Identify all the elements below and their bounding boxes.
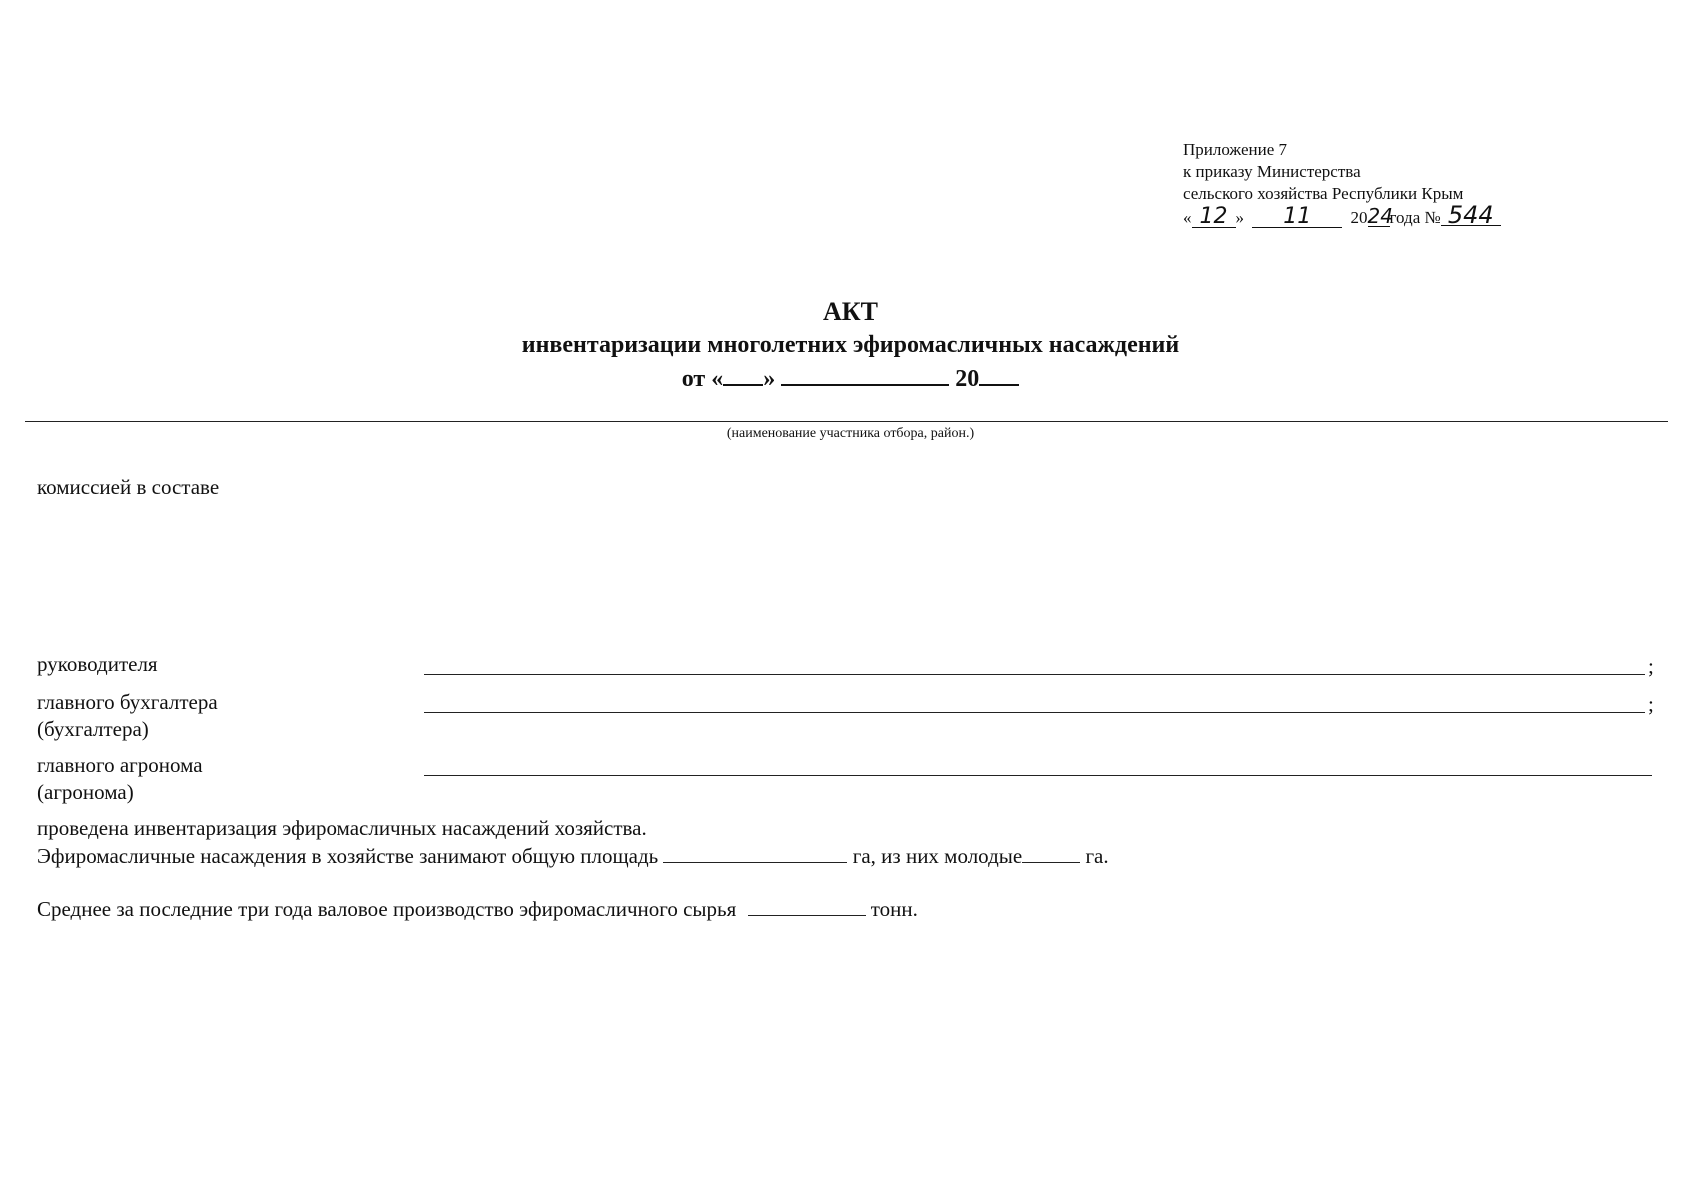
area-text: Эфиромасличные насаждения в хозяйстве занимают общую площадь	[37, 844, 659, 868]
body-line-3	[37, 896, 918, 922]
handwritten-day: 12	[1192, 207, 1236, 228]
appendix-line-2: к приказу Министерства	[1183, 162, 1361, 181]
role-accountant-sub-label: (бухгалтера)	[37, 717, 149, 741]
agronomist-name-line[interactable]	[424, 775, 1652, 776]
handwritten-order-number: 544	[1441, 205, 1501, 226]
head-semicolon: ;	[1648, 654, 1654, 678]
commission-label: комиссией в составе	[37, 475, 220, 499]
appendix-line-1: Приложение 7	[1183, 140, 1287, 159]
date-month-blank[interactable]	[781, 364, 949, 386]
handwritten-year: 24	[1367, 204, 1393, 228]
ha-unit: га.	[1085, 844, 1109, 868]
handwritten-month: 11	[1252, 207, 1342, 228]
date-day-blank[interactable]	[723, 364, 763, 386]
body-line-2	[37, 843, 1109, 869]
accountant-name-line[interactable]	[424, 712, 1645, 713]
production-blank[interactable]	[748, 897, 866, 916]
quote-open: «	[1183, 208, 1192, 227]
appendix-date-line	[1183, 201, 1501, 229]
accountant-semicolon: ;	[1648, 692, 1654, 716]
year-word: года №	[1389, 208, 1441, 227]
date-mid: »	[763, 366, 776, 392]
appendix-block	[1183, 139, 1501, 229]
tonnes-unit: тонн.	[870, 897, 918, 921]
participant-caption: (наименование участника отбора, район.)	[726, 426, 975, 441]
role-agronomist-sub-label: (агронома)	[37, 780, 134, 804]
young-text: га, из них молодые	[852, 844, 1023, 868]
document-title-block	[0, 296, 1701, 396]
document-subtitle: инвентаризации многолетних эфиромасличных насаждений	[521, 332, 1180, 358]
production-text: Среднее за последние три года валовое производство эфиромасличного сырья	[37, 897, 737, 921]
appendix-line-3: сельского хозяйства Республики Крым	[1183, 184, 1464, 203]
date-year-prefix: 20	[955, 366, 980, 392]
date-prefix: от «	[681, 366, 724, 392]
date-year-blank[interactable]	[979, 364, 1019, 386]
head-name-line[interactable]	[424, 674, 1645, 675]
role-accountant-label: главного бухгалтера	[37, 690, 218, 714]
document-date-line	[0, 362, 1701, 396]
young-area-blank[interactable]	[1022, 844, 1080, 863]
document-title: АКТ	[823, 297, 878, 326]
quote-close: »	[1235, 208, 1244, 227]
total-area-blank[interactable]	[663, 844, 847, 863]
year-prefix: 20	[1350, 208, 1368, 227]
body-line-1: проведена инвентаризация эфиромасличных насаждений хозяйства.	[37, 816, 647, 840]
participant-name-line[interactable]	[25, 421, 1668, 422]
role-head-label: руководителя	[37, 652, 158, 676]
role-agronomist-label: главного агронома	[37, 753, 203, 777]
